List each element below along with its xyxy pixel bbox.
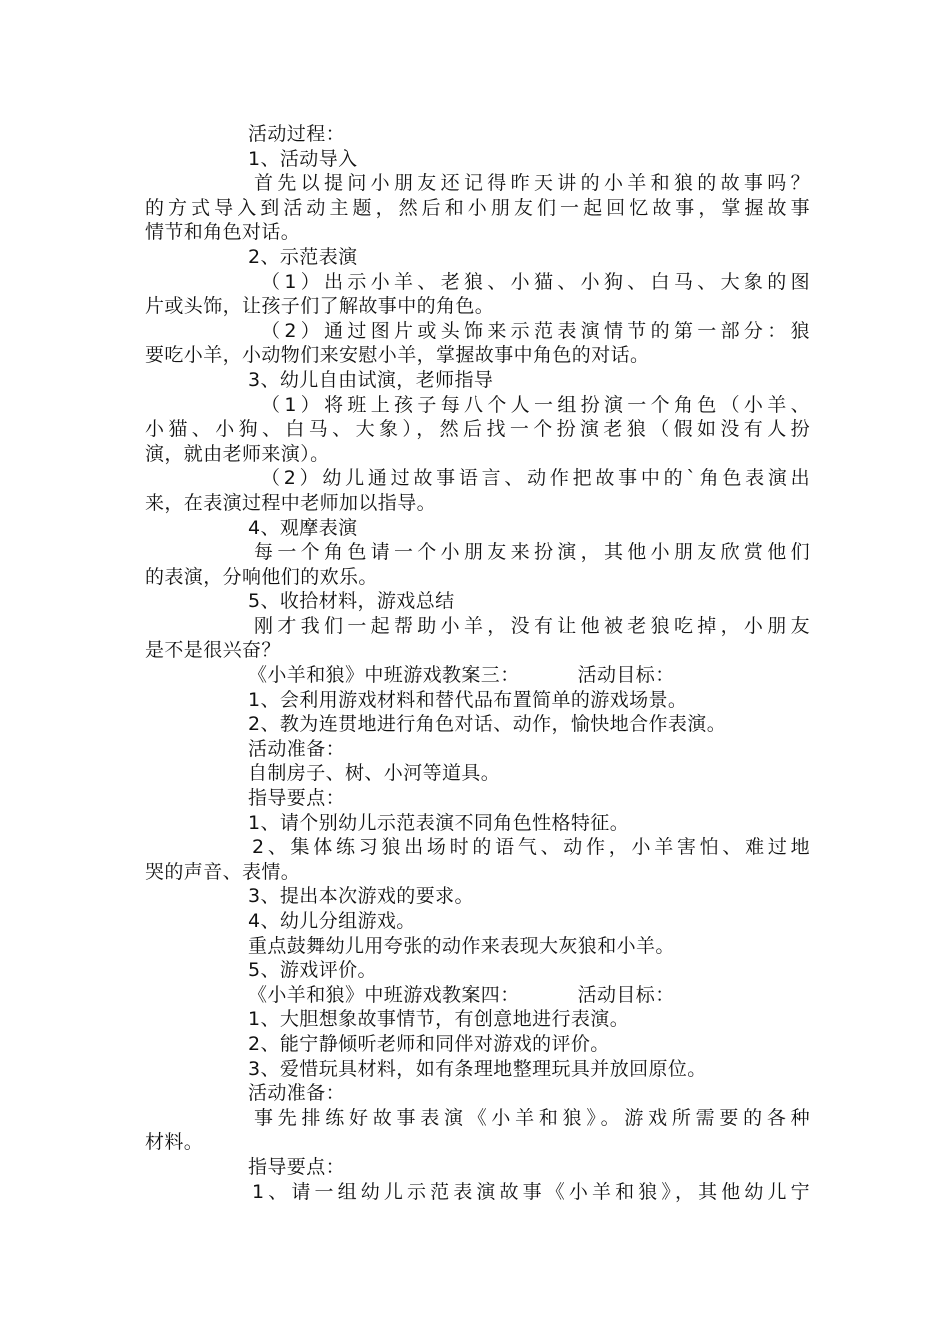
section-heading: 活动目标： bbox=[577, 664, 675, 687]
paragraph-line: 哭的声音、表情。 bbox=[145, 860, 301, 883]
step-heading: 3、幼儿自由试演，老师指导 bbox=[248, 368, 494, 391]
paragraph-line: （2）通过图片或头饰来示范表演情节的第一部分：狼 bbox=[261, 319, 810, 342]
paragraph-line: 是不是很兴奋？ bbox=[145, 639, 281, 662]
section-heading: 活动准备： bbox=[248, 1082, 346, 1105]
section-heading: 指导要点： bbox=[248, 1155, 346, 1178]
paragraph-line: （1）将班上孩子每八个人一组扮演一个角色（小羊、 bbox=[261, 393, 810, 416]
paragraph-line: 的表演，分响他们的欢乐。 bbox=[145, 565, 378, 588]
paragraph-line: 材料。 bbox=[145, 1131, 204, 1154]
list-item: 4、幼儿分组游戏。 bbox=[248, 910, 416, 932]
step-heading: 5、收拾材料，游戏总结 bbox=[248, 590, 455, 613]
section-heading: 活动准备： bbox=[248, 737, 346, 760]
paragraph-line: 小猫、小狗、白马、大象），然后找一个扮演老狼（假如没有人扮 bbox=[145, 418, 810, 441]
paragraph-line: 的方式导入到活动主题，然后和小朋友们一起回忆故事，掌握故事 bbox=[145, 196, 810, 219]
paragraph-line: （2）幼儿通过故事语言、动作把故事中的`角色表演出 bbox=[261, 467, 810, 490]
paragraph-line: 重点鼓舞幼儿用夸张的动作来表现大灰狼和小羊。 bbox=[248, 934, 675, 957]
lesson-title-line bbox=[145, 663, 810, 688]
section-heading: 指导要点： bbox=[248, 787, 346, 810]
lesson-title: 《小羊和狼》中班游戏教案三： bbox=[248, 664, 520, 687]
paragraph-line: 刚才我们一起帮助小羊，没有让他被老狼吃掉，小朋友 bbox=[254, 614, 810, 637]
paragraph-line: 事先排练好故事表演《小羊和狼》。游戏所需要的各种 bbox=[254, 1106, 810, 1129]
paragraph-line: 每一个角色请一个小朋友来扮演，其他小朋友欣赏他们 bbox=[254, 541, 810, 564]
paragraph-line: 片或头饰，让孩子们了解故事中的角色。 bbox=[145, 295, 495, 318]
list-item: 1、请一组幼儿示范表演故事《小羊和狼》，其他幼儿宁 bbox=[252, 1180, 810, 1203]
section-heading: 活动过程： bbox=[248, 123, 346, 145]
paragraph-line: 情节和角色对话。 bbox=[145, 221, 301, 244]
paragraph-line: （1）出示小羊、老狼、小猫、小狗、白马、大象的图 bbox=[261, 270, 810, 293]
list-item: 1、大胆想象故事情节，有创意地进行表演。 bbox=[248, 1008, 630, 1031]
document-body bbox=[145, 122, 810, 1204]
step-heading: 4、观摩表演 bbox=[248, 516, 358, 539]
list-item: 5、游戏评价。 bbox=[248, 959, 377, 982]
step-heading: 1、活动导入 bbox=[248, 147, 358, 170]
step-heading: 2、示范表演 bbox=[248, 245, 358, 268]
section-heading: 活动目标： bbox=[577, 983, 675, 1006]
paragraph-line: 演，就由老师来演）。 bbox=[145, 442, 330, 465]
list-item: 1、请个别幼儿示范表演不同角色性格特征。 bbox=[248, 811, 630, 834]
lesson-title-line bbox=[145, 983, 810, 1008]
paragraph-line: 首先以提问小朋友还记得昨天讲的小羊和狼的故事吗？ bbox=[254, 172, 810, 195]
list-item: 1、会利用游戏材料和替代品布置简单的游戏场景。 bbox=[248, 688, 688, 711]
lesson-title: 《小羊和狼》中班游戏教案四： bbox=[248, 983, 520, 1006]
paragraph-line: 来，在表演过程中老师加以指导。 bbox=[145, 491, 437, 514]
list-item: 3、提出本次游戏的要求。 bbox=[248, 885, 474, 908]
list-item: 3、爱惜玩具材料，如有条理地整理玩具并放回原位。 bbox=[248, 1057, 707, 1080]
list-item: 2、教为连贯地进行角色对话、动作，愉快地合作表演。 bbox=[248, 713, 727, 736]
paragraph-line: 要吃小羊，小动物们来安慰小羊，掌握故事中角色的对话。 bbox=[145, 344, 650, 367]
paragraph-line: 自制房子、树、小河等道具。 bbox=[248, 762, 501, 785]
list-item: 2、集体练习狼出场时的语气、动作，小羊害怕、难过地 bbox=[252, 836, 810, 859]
list-item: 2、能宁静倾听老师和同伴对游戏的评价。 bbox=[248, 1032, 610, 1055]
